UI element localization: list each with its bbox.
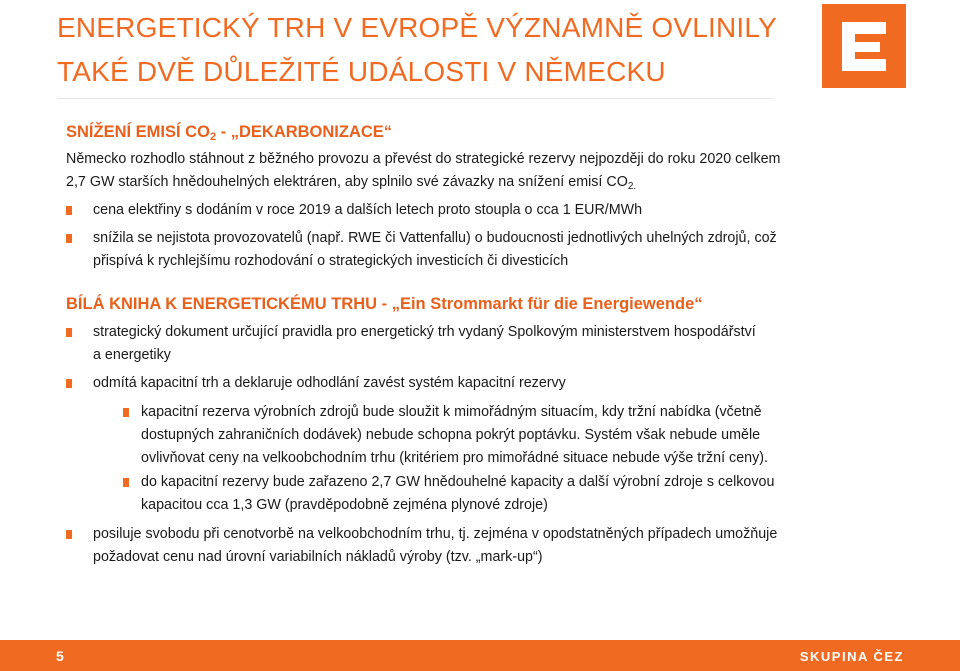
bullet-square-icon [66,234,72,243]
bullet-square-icon [66,206,72,215]
sub-bullet-item: kapacitní rezerva výrobních zdrojů bude sloužit k mimořádným situacím, kdy tržní nabídka (včetně dostupných zahraničních dodávek) nebude schopna pokrýt poptávku. Systém však nebude uměle ovlivňovat ceny na velkoobchodním trhu (kritériem pro mimořádné situace nebude výše tržní ceny). [141,401,853,470]
bullet-item: odmítá kapacitní trh a deklaruje odhodlání zavést systém kapacitní rezervy [93,372,853,395]
paragraph-line: 2,7 GW starších hnědouhelných elektráren, aby splnilo své závazky na snížení emisí CO [66,174,628,190]
bullet-item: snížila se nejistota provozovatelů (např. RWE či Vattenfallu) o budoucnosti jednotlivých uhelných zdrojů, což přispívá k rychlejšímu rozhodování o strategických investicích či divesticích [93,227,853,273]
title-line-2: TAKÉ DVĚ DŮLEŽITÉ UDÁLOSTI V NĚMECKU [57,56,666,87]
title-line-1: ENERGETICKÝ TRH V EVROPĚ VÝZNAMNĚ OVLINILY [57,12,777,43]
bullet-item: cena elektřiny s dodáním v roce 2019 a dalších letech proto stoupla o cca 1 EUR/MWh [93,199,853,222]
section-heading-white-paper: BÍLÁ KNIHA K ENERGETICKÉMU TRHU - „Ein Strommarkt für die Energiewende“ [66,295,703,313]
bullet-square-icon [66,328,72,337]
sub-bullet-item: do kapacitní rezervy bude zařazeno 2,7 GW hnědouhelné kapacity a další výrobní zdroje s celkovou kapacitou cca 1,3 GW (pravděpodobně zejména plynové zdroje) [141,471,853,517]
paragraph-line: Německo rozhodlo stáhnout z běžného provozu a převést do strategické rezervy nejpozději do roku 2020 celkem [66,151,781,167]
bullet-item: strategický dokument určující pravidla pro energetický trh vydaný Spolkovým ministerstvem hospodářství a energetiky [93,321,853,367]
page-number: 5 [56,648,64,664]
bullet-square-icon [66,379,72,388]
section-heading-decarbonization: SNÍŽENÍ EMISÍ $CO_2$ - „DEKARBONIZACE“ [66,123,393,143]
decarbonization-paragraph: Německo rozhodlo stáhnout z běžného provozu a převést do strategické rezervy nejpozději do roku 2020 celkem 2,7 GW starších hnědouhelných elektráren, aby splnilo své závazky na snížení emisí $CO_{2.}$ [66,151,781,192]
footer-brand: SKUPINA ČEZ [799,649,904,664]
bullet-square-icon [123,408,129,417]
bullet-item: posiluje svobodu při cenotvorbě na velkoobchodním trhu, tj. zejména v opodstatněných případech umožňuje požadovat cenu nad úrovní variabilních nákladů výroby (tzv. „mark-up“) [93,523,853,569]
bullet-square-icon [66,530,72,539]
footer-bar [0,640,960,671]
bullet-square-icon [123,478,129,487]
